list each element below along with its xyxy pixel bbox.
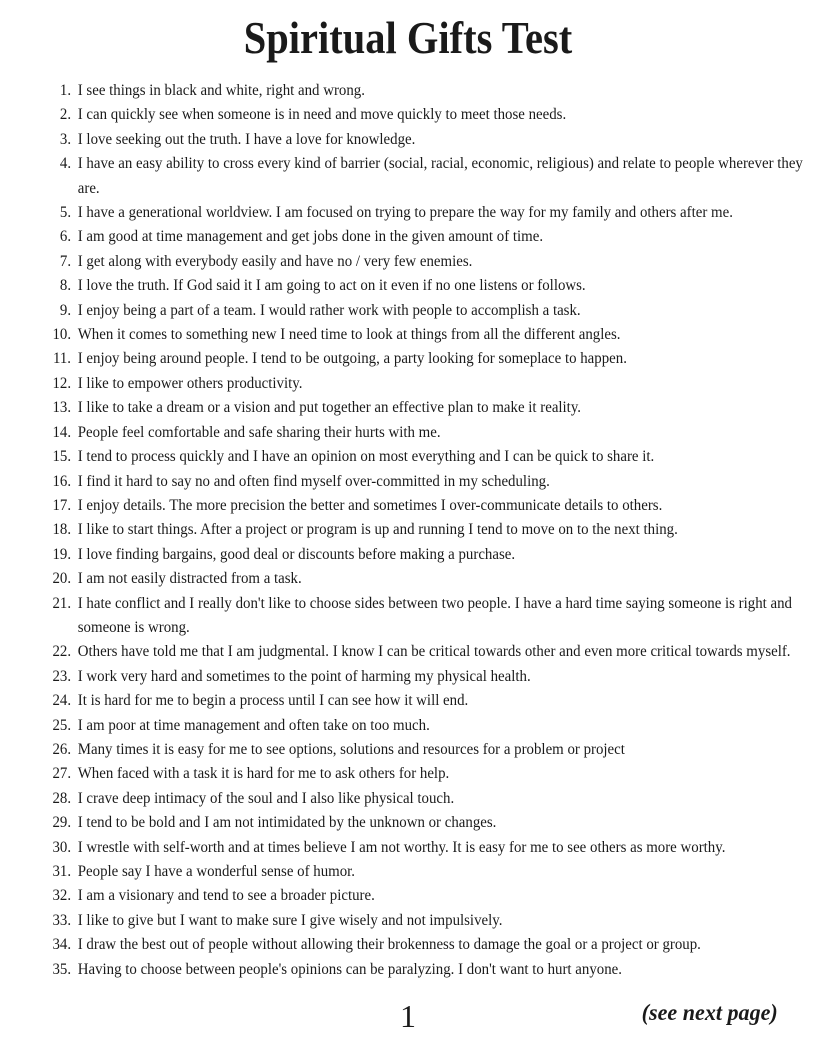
question-text: I crave deep intimacy of the soul and I also like physical touch. <box>77 789 455 807</box>
question-text: I can quickly see when someone is in need and move quickly to meet those needs. <box>77 106 567 124</box>
question-text: Others have told me that I am judgmental. I know I can be critical towards other and even more critical towards myself. <box>77 643 791 661</box>
question-number: 21. <box>52 594 72 612</box>
question-item <box>59 152 816 201</box>
page-title: Spiritual Gifts Test <box>243 12 573 63</box>
question-text: I have a generational worldview. I am focused on trying to prepare the way for my family and others after me. <box>77 204 733 222</box>
question-number: 3. <box>59 130 72 148</box>
see-next-page-note: (see next page) <box>641 1000 778 1025</box>
question-item <box>59 103 816 127</box>
question-text: I tend to be bold and I am not intimidated by the unknown or changes. <box>77 814 497 832</box>
question-item <box>52 396 816 420</box>
question-item <box>52 689 816 713</box>
question-item <box>52 836 816 860</box>
question-text: I am a visionary and tend to see a broader picture. <box>77 887 375 905</box>
question-number: 6. <box>59 228 72 246</box>
question-number: 20. <box>52 570 72 588</box>
question-number: 30. <box>52 838 72 856</box>
question-item <box>59 79 816 103</box>
question-number: 32. <box>52 887 72 905</box>
question-number: 4. <box>59 155 72 173</box>
question-number: 26. <box>52 740 72 758</box>
question-text: I find it hard to say no and often find myself over-committed in my scheduling. <box>77 472 550 490</box>
question-text: I am poor at time management and often take on too much. <box>77 716 430 734</box>
question-text: I tend to process quickly and I have an opinion on most everything and I can be quick to share it. <box>77 448 655 466</box>
question-item <box>52 347 816 371</box>
question-item <box>52 714 816 738</box>
question-item <box>52 470 816 494</box>
question-item <box>52 762 816 786</box>
question-number: 23. <box>52 667 72 685</box>
question-item <box>59 225 816 249</box>
question-text: I like to start things. After a project or program is up and running I tend to move on to the next thing. <box>77 521 678 539</box>
question-text: I love the truth. If God said it I am going to act on it even if no one listens or follows. <box>77 277 586 295</box>
question-text: When faced with a task it is hard for me to ask others for help. <box>77 765 450 783</box>
question-text: I work very hard and sometimes to the point of harming my physical health. <box>77 667 531 685</box>
question-number: 15. <box>52 448 72 466</box>
question-text: It is hard for me to begin a process until I can see how it will end. <box>77 692 469 710</box>
question-text: When it comes to something new I need time to look at things from all the different angles. <box>77 326 621 344</box>
question-item <box>52 592 816 641</box>
question-number: 33. <box>52 911 72 929</box>
question-item <box>52 958 816 982</box>
question-text: I have an easy ability to cross every kind of barrier (social, racial, economic, religious) and relate to people wherever they are. <box>77 155 803 197</box>
page-number: 1 <box>400 998 416 1034</box>
question-number: 27. <box>52 765 72 783</box>
question-text: Many times it is easy for me to see options, solutions and resources for a problem or project <box>77 740 625 758</box>
question-item <box>52 323 816 347</box>
question-number: 14. <box>52 423 72 441</box>
question-number: 34. <box>52 936 72 954</box>
question-number: 12. <box>52 374 72 392</box>
question-text: People say I have a wonderful sense of humor. <box>77 863 356 880</box>
question-item <box>52 421 816 445</box>
question-item <box>59 201 816 225</box>
question-number: 31. <box>52 863 72 880</box>
question-item <box>59 128 816 152</box>
question-item <box>52 884 816 908</box>
question-text: I like to empower others productivity. <box>77 374 303 392</box>
question-item <box>52 909 816 933</box>
question-text: I hate conflict and I really don't like to choose sides between two people. I have a hard time saying someone is right and someone is wrong. <box>77 594 792 636</box>
question-item <box>52 518 816 542</box>
question-text: I get along with everybody easily and have no / very few enemies. <box>77 252 473 270</box>
question-item <box>52 738 816 762</box>
question-number: 1. <box>59 82 72 99</box>
question-text: I like to take a dream or a vision and put together an effective plan to make it reality. <box>77 399 582 417</box>
question-item <box>52 567 816 591</box>
question-item <box>52 665 816 689</box>
question-number: 8. <box>59 277 72 295</box>
question-text: I wrestle with self-worth and at times believe I am not worthy. It is easy for me to see others as more worthy. <box>77 838 726 856</box>
question-item <box>52 933 816 957</box>
question-number: 7. <box>59 252 72 270</box>
question-text: I love finding bargains, good deal or discounts before making a purchase. <box>77 545 516 563</box>
question-number: 25. <box>52 716 72 734</box>
question-number: 22. <box>52 643 72 661</box>
question-text: People feel comfortable and safe sharing their hurts with me. <box>77 423 441 441</box>
question-item <box>52 372 816 396</box>
question-number: 35. <box>52 960 72 978</box>
question-number: 10. <box>52 326 72 344</box>
question-number: 17. <box>52 496 72 514</box>
question-item <box>52 543 816 567</box>
question-number: 5. <box>59 204 72 222</box>
question-item <box>52 787 816 811</box>
question-text: I enjoy being around people. I tend to be outgoing, a party looking for someplace to happen. <box>77 350 627 368</box>
question-number: 18. <box>52 521 72 539</box>
question-item <box>52 445 816 469</box>
question-text: I enjoy being a part of a team. I would rather work with people to accomplish a task. <box>77 301 581 319</box>
question-text: I love seeking out the truth. I have a love for knowledge. <box>77 130 416 148</box>
question-item <box>52 860 816 884</box>
question-list <box>0 79 816 982</box>
question-number: 29. <box>52 814 72 832</box>
question-item <box>59 299 816 323</box>
question-item <box>59 250 816 274</box>
question-text: I like to give but I want to make sure I give wisely and not impulsively. <box>77 911 503 929</box>
question-number: 19. <box>52 545 72 563</box>
question-item <box>52 811 816 835</box>
question-text: I see things in black and white, right and wrong. <box>77 82 365 99</box>
question-text: I am good at time management and get jobs done in the given amount of time. <box>77 228 544 246</box>
question-number: 28. <box>52 789 72 807</box>
question-number: 24. <box>52 692 72 710</box>
question-text: I am not easily distracted from a task. <box>77 570 302 588</box>
question-number: 13. <box>52 399 72 417</box>
question-item <box>59 274 816 298</box>
question-number: 9. <box>59 301 72 319</box>
question-text: Having to choose between people's opinions can be paralyzing. I don't want to hurt anyone. <box>77 960 622 978</box>
question-item <box>52 640 816 664</box>
question-number: 2. <box>59 106 72 124</box>
question-text: I draw the best out of people without allowing their brokenness to damage the goal or a project or group. <box>77 936 701 954</box>
question-number: 16. <box>52 472 72 490</box>
question-text: I enjoy details. The more precision the better and sometimes I over-communicate details to others. <box>77 496 663 514</box>
question-number: 11. <box>52 350 72 368</box>
question-item <box>52 494 816 518</box>
